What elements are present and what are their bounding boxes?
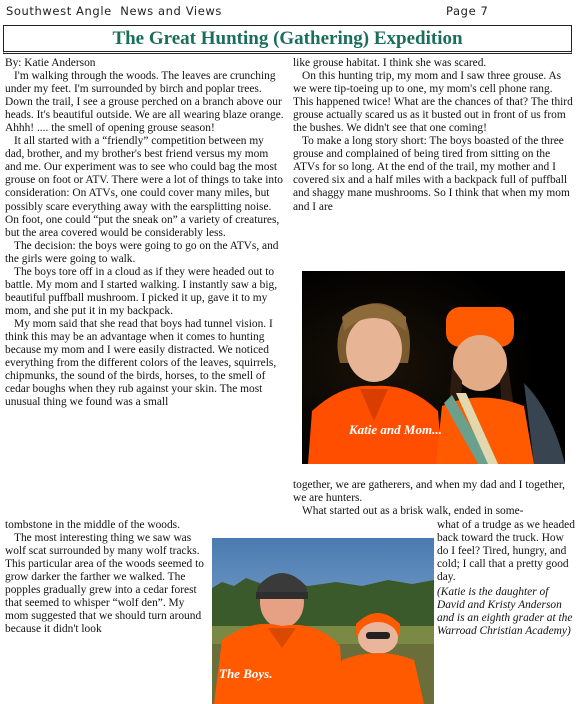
byline: By: Katie Anderson [5,57,96,69]
paragraph: What started out as a brisk walk, ended in some- [302,505,524,518]
running-header [6,4,572,20]
column-left [5,57,286,409]
page-number: Page 7 [446,4,489,18]
column-right-bottom [293,479,574,518]
paragraph: tombstone in the middle of the woods. [5,519,180,531]
column-right-narrow [437,519,575,638]
column-left-bottom [5,519,206,636]
paragraph: To make a long story short: The boys boasted of the three grouse and complained of being tired from sitting on the ATVs for so long. At the end of the trail, my mother and I covered six and a half miles with a backpack full of puffball and shaggy mane mushrooms. So I think that when my mom and I are [293,135,570,213]
paragraph: The decision: the boys were going to go on the ATVs, and the girls were going to walk. [5,239,279,265]
paragraph: I'm walking through the woods. The leaves are crunching under my feet. I'm surrounded by birch and poplar trees. Down the trail, I see a grouse perched on a branch above our heads. It's beautiful outside. We are all wearing blaze orange. Ahhh! .... the smell of opening grouse season! [5,70,284,135]
publication-name: Southwest Angle News and Views [6,4,222,18]
photo-katie-and-mom [302,271,565,464]
article-title: The Great Hunting (Gathering) Expedition [112,28,463,49]
photo-the-boys [212,538,434,704]
paragraph: It all started with a “friendly” competition between my dad, brother, and my brother's best friend versus my mom and me. Our experiment was to see who could bag the most grouse on foot or ATV. There were a lot of things to take into consideration: On ATVs, one could cover many miles, but possibly scare everything away with the earsplitting noise. On foot, one could “put the sneak on” a variety of creatures, but the area covered would be considerably less. [5,135,283,239]
paragraph: what of a trudge as we headed back toward the truck. How do I feel? Tired, hungry, and cold; I call that a pretty good day. [437,519,575,584]
paragraph: On this hunting trip, my mom and I saw three grouse. As we were tip-toeing up to one, my mom's cell phone rang. This happened twice! What are the chances of that? The third grouse actually scared us as it busted out in front of us from the bushes. We didn't see that one coming! [293,70,573,135]
paragraph: The boys tore off in a cloud as if they were headed out to battle. My mom and I started walking. I instantly saw a big, beautiful puffball mushroom. I picked it up, gave it to my mom, and she put it in my backpack. [5,265,278,317]
author-note: (Katie is the daughter of David and Kristy Anderson and is an eighth grader at the Warroad Christian Academy) [437,586,573,638]
column-right [293,57,574,214]
paragraph: My mom said that she read that boys had tunnel vision. I think this may be an advantage when it comes to hunting because my mom and I were easily distracted. We noticed everything from the different colors of the leaves, squirrels, chipmunks, the sound of the birds, horses, to the smell of cedar boughs when they rub against your skin. The most unusual thing we found was a small [5,317,277,409]
paragraph: The most interesting thing we saw was wolf scat surrounded by many wolf tracks. This particular area of the woods seemed to grow darker the farther we walked. The popples gradually grew into a cedar forest that seemed to whisper “wolf den”. My mom suggested that we should turn around because it didn't look [5,532,204,636]
title-box [3,25,572,54]
paragraph: together, we are gatherers, and when my dad and I together, we are hunters. [293,479,566,505]
photo-caption: The Boys. [219,666,273,681]
paragraph: like grouse habitat. I think she was scared. [293,57,487,69]
photo-caption: Katie and Mom... [349,422,442,437]
